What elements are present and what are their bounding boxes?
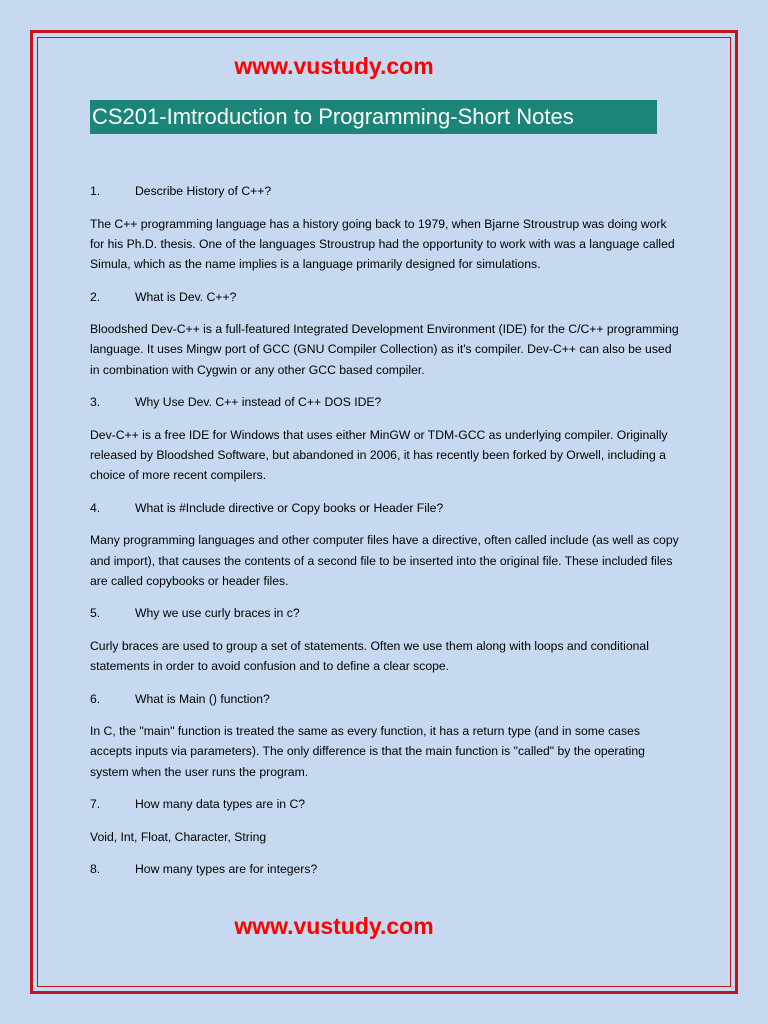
question-1 — [90, 181, 680, 201]
question-text: How many types are for integers? — [135, 862, 318, 877]
question-number: 5. — [90, 606, 101, 621]
answer-6: In C, the "main" function is treated the same as every function, it has a return type (and in some cases accepts inputs via parameters). The only difference is that the main function is "called" by the operating system when the user runs the program. — [90, 724, 645, 779]
question-text: Describe History of C++? — [135, 184, 272, 198]
question-text: What is Main () function? — [135, 691, 270, 706]
question-number: 2. — [90, 289, 101, 304]
question-text: What is Dev. C++? — [135, 289, 237, 304]
site-link-bottom[interactable]: www.vustudy.com — [234, 913, 434, 939]
answer-5: Curly braces are used to group a set of statements. Often we use them along with loops and conditional statements in order to avoid confusion and to define a clear scope. — [90, 638, 649, 674]
question-5 — [90, 603, 680, 623]
question-text: Why Use Dev. C++ instead of C++ DOS IDE? — [135, 395, 382, 410]
question-number: 8. — [90, 862, 101, 877]
question-number: 7. — [90, 797, 101, 812]
question-number: 1. — [90, 184, 101, 198]
question-4 — [90, 498, 680, 518]
question-number: 3. — [90, 395, 101, 410]
answer-4: Many programming languages and other computer files have a directive, often called include (as well as copy and import), that causes the contents of a second file to be inserted into the original file. These included files are called copybooks or header files. — [90, 533, 679, 588]
question-number: 4. — [90, 500, 101, 515]
answer-7: Void, Int, Float, Character, String — [90, 829, 267, 844]
question-7 — [90, 794, 680, 814]
question-text: How many data types are in C? — [135, 797, 306, 812]
question-8 — [90, 859, 680, 879]
page-title: CS201-Imtroduction to Programming-Short Notes — [90, 100, 657, 134]
site-link-top[interactable]: www.vustudy.com — [234, 53, 434, 79]
question-2 — [90, 287, 680, 307]
qa-list — [90, 181, 680, 892]
answer-3: Dev-C++ is a free IDE for Windows that uses either MinGW or TDM-GCC as underlying compiler. Originally released by Bloodshed Software, but abandoned in 2006, it has recently been forked by Orwell, including a choice of more recent compilers. — [90, 427, 668, 483]
question-text: Why we use curly braces in c? — [135, 606, 300, 621]
question-3 — [90, 392, 680, 412]
answer-1: The C++ programming language has a history going back to 1979, when Bjarne Stroustrup was doing work for his Ph.D. thesis. One of the languages Stroustrup had the opportunity to work with was a language called Simula, which as the name implies is a language primarily designed for simulations. — [90, 216, 675, 271]
question-text: What is #Include directive or Copy books or Header File? — [135, 500, 444, 515]
answer-2: Bloodshed Dev-C++ is a full-featured Integrated Development Environment (IDE) for the C/C++ programming language. It uses Mingw port of GCC (GNU Compiler Collection) as it's compiler. Dev-C++ can also be used in combination with Cygwin or any other GCC based compiler. — [90, 322, 679, 377]
question-number: 6. — [90, 691, 101, 706]
question-6 — [90, 689, 680, 709]
